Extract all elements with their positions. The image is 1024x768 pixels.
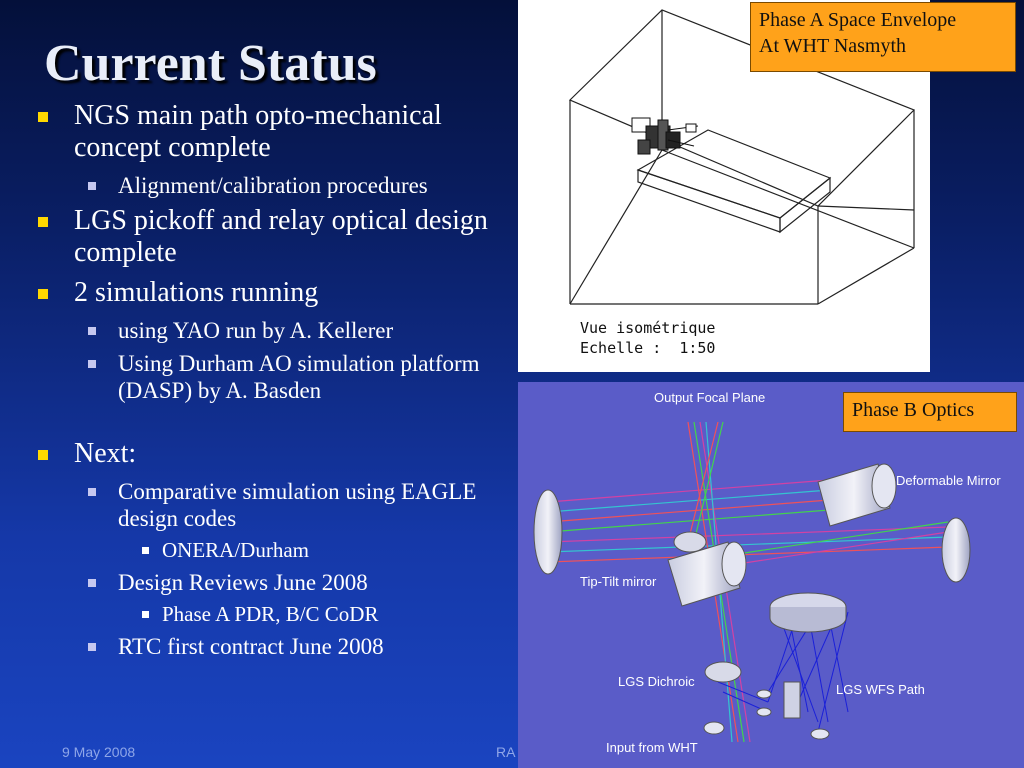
- label-output-focal-plane: Output Focal Plane: [654, 390, 766, 405]
- bullet-list: [30, 100, 510, 666]
- footer-fragment: RA: [496, 744, 516, 760]
- phase-a-callout-line2: At WHT Nasmyth: [759, 35, 907, 57]
- bullet-next-reviews: Design Reviews June 2008: [30, 569, 510, 596]
- drawing-caption-view: Vue isométrique: [580, 319, 716, 337]
- bullet-next-rtc: RTC first contract June 2008: [30, 633, 510, 660]
- slide-title: Current Status: [44, 35, 377, 92]
- bullet-ngs-alignment: Alignment/calibration procedures: [30, 172, 510, 199]
- phase-b-callout: Phase B Optics: [843, 392, 1017, 432]
- bullet-next-comparative: Comparative simulation using EAGLE design codes: [30, 478, 510, 532]
- phase-a-callout-line1: Phase A Space Envelope: [759, 9, 957, 31]
- label-deformable-mirror: Deformable Mirror: [896, 473, 1001, 488]
- bullet-sim-yao: using YAO run by A. Kellerer: [30, 317, 510, 344]
- bullet-simulations: 2 simulations running: [30, 277, 510, 309]
- bullet-next: Next:: [30, 438, 510, 470]
- bullet-gap: [30, 410, 510, 438]
- drawing-caption-scale: Echelle : 1:50: [580, 339, 716, 357]
- bullet-next-pdr: Phase A PDR, B/C CoDR: [30, 602, 510, 627]
- bullet-ngs: NGS main path opto-mechanical concept complete: [30, 100, 510, 164]
- bullet-sim-dasp: Using Durham AO simulation platform (DASP) by A. Basden: [30, 350, 510, 404]
- label-tip-tilt-mirror: Tip-Tilt mirror: [580, 574, 657, 589]
- optics-layout-render: [518, 382, 1024, 768]
- bullet-lgs: LGS pickoff and relay optical design complete: [30, 205, 510, 269]
- label-lgs-dichroic: LGS Dichroic: [618, 674, 695, 689]
- label-lgs-wfs-path: LGS WFS Path: [836, 682, 925, 697]
- label-input-from-wht: Input from WHT: [606, 740, 698, 755]
- phase-a-callout: [750, 2, 1016, 72]
- footer-date: 9 May 2008: [62, 744, 136, 760]
- bullet-next-onera: ONERA/Durham: [30, 538, 510, 563]
- drawing-caption: [580, 318, 715, 358]
